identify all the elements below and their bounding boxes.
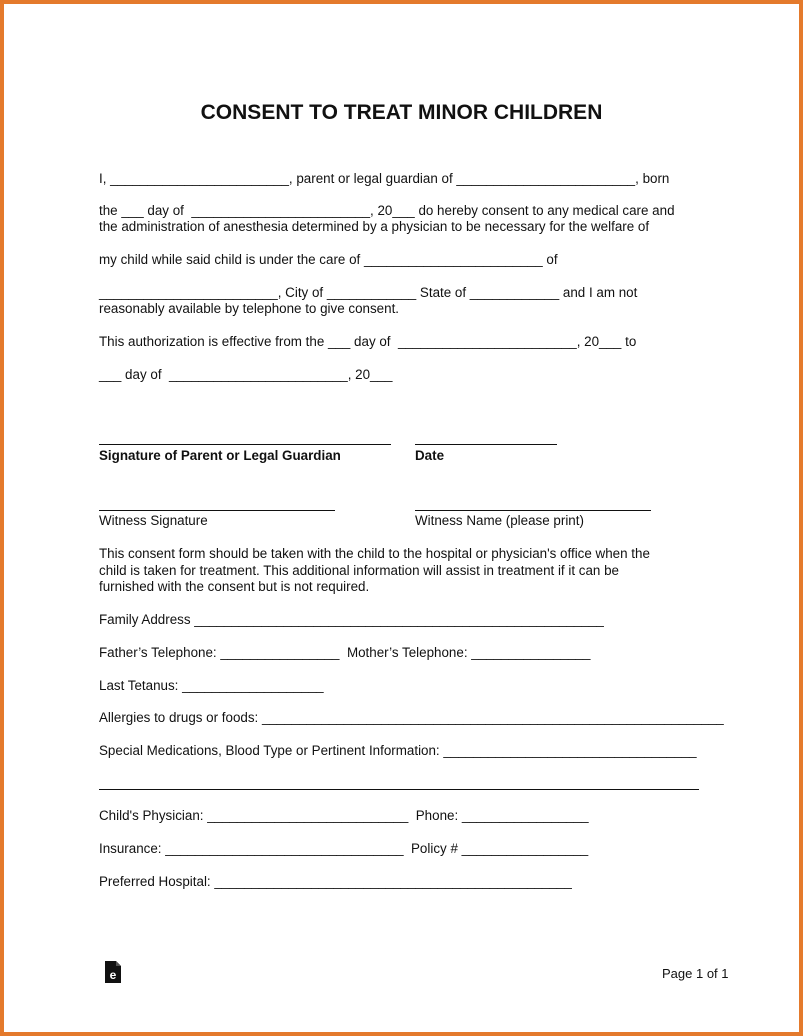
parent-signature-line[interactable] xyxy=(99,444,391,445)
allergies-field[interactable]: Allergies to drugs or foods: ______________________________________________________________ xyxy=(99,710,724,725)
page-number: Page 1 of 1 xyxy=(662,966,729,981)
telephone-fields[interactable]: Father’s Telephone: ________________ Mother’s Telephone: ________________ xyxy=(99,645,591,660)
info-paragraph-line-3: furnished with the consent but is not required. xyxy=(99,579,370,594)
document-title: CONSENT TO TREAT MINOR CHILDREN xyxy=(200,101,603,124)
info-paragraph-line-2: child is taken for treatment. This additional information will assist in treatment if it can be xyxy=(99,563,619,578)
consent-line-4: my child while said child is under the care of ________________________ of xyxy=(99,252,558,267)
info-paragraph-line-1: This consent form should be taken with the child to the hospital or physician's office when the xyxy=(99,546,650,561)
special-medications-extra-line[interactable] xyxy=(99,789,699,790)
preferred-hospital-field[interactable]: Preferred Hospital: ________________________________________________ xyxy=(99,874,572,889)
insurance-field[interactable]: Insurance: ________________________________ Policy # _________________ xyxy=(99,841,589,856)
witness-name-label: Witness Name (please print) xyxy=(415,513,584,528)
svg-text:e: e xyxy=(109,968,117,982)
date-label: Date xyxy=(415,448,445,463)
authorization-line-2: ___ day of ________________________, 20___ xyxy=(99,367,393,382)
witness-signature-label: Witness Signature xyxy=(99,513,208,528)
consent-line-1: I, ________________________, parent or legal guardian of ________________________, born xyxy=(99,171,670,186)
e-document-icon xyxy=(103,960,123,984)
physician-field[interactable]: Child's Physician: ___________________________ Phone: _________________ xyxy=(99,808,589,823)
special-medications-field[interactable]: Special Medications, Blood Type or Pertinent Information: __________________________________ xyxy=(99,743,697,758)
consent-line-2: the ___ day of ________________________, 20___ do hereby consent to any medical care and xyxy=(99,203,675,218)
witness-signature-line[interactable] xyxy=(99,510,335,511)
parent-signature-label: Signature of Parent or Legal Guardian xyxy=(99,448,341,463)
witness-name-line[interactable] xyxy=(415,510,651,511)
last-tetanus-field[interactable]: Last Tetanus: ___________________ xyxy=(99,678,324,693)
consent-line-5: ________________________, City of ____________ State of ____________ and I am not xyxy=(99,285,638,300)
authorization-line-1: This authorization is effective from the ___ day of ________________________, 20___ to xyxy=(99,334,637,349)
family-address-field[interactable]: Family Address _______________________________________________________ xyxy=(99,612,604,627)
date-line[interactable] xyxy=(415,444,557,445)
consent-line-6: reasonably available by telephone to give consent. xyxy=(99,301,400,316)
consent-line-3: the administration of anesthesia determined by a physician to be necessary for the welfare of xyxy=(99,219,650,234)
